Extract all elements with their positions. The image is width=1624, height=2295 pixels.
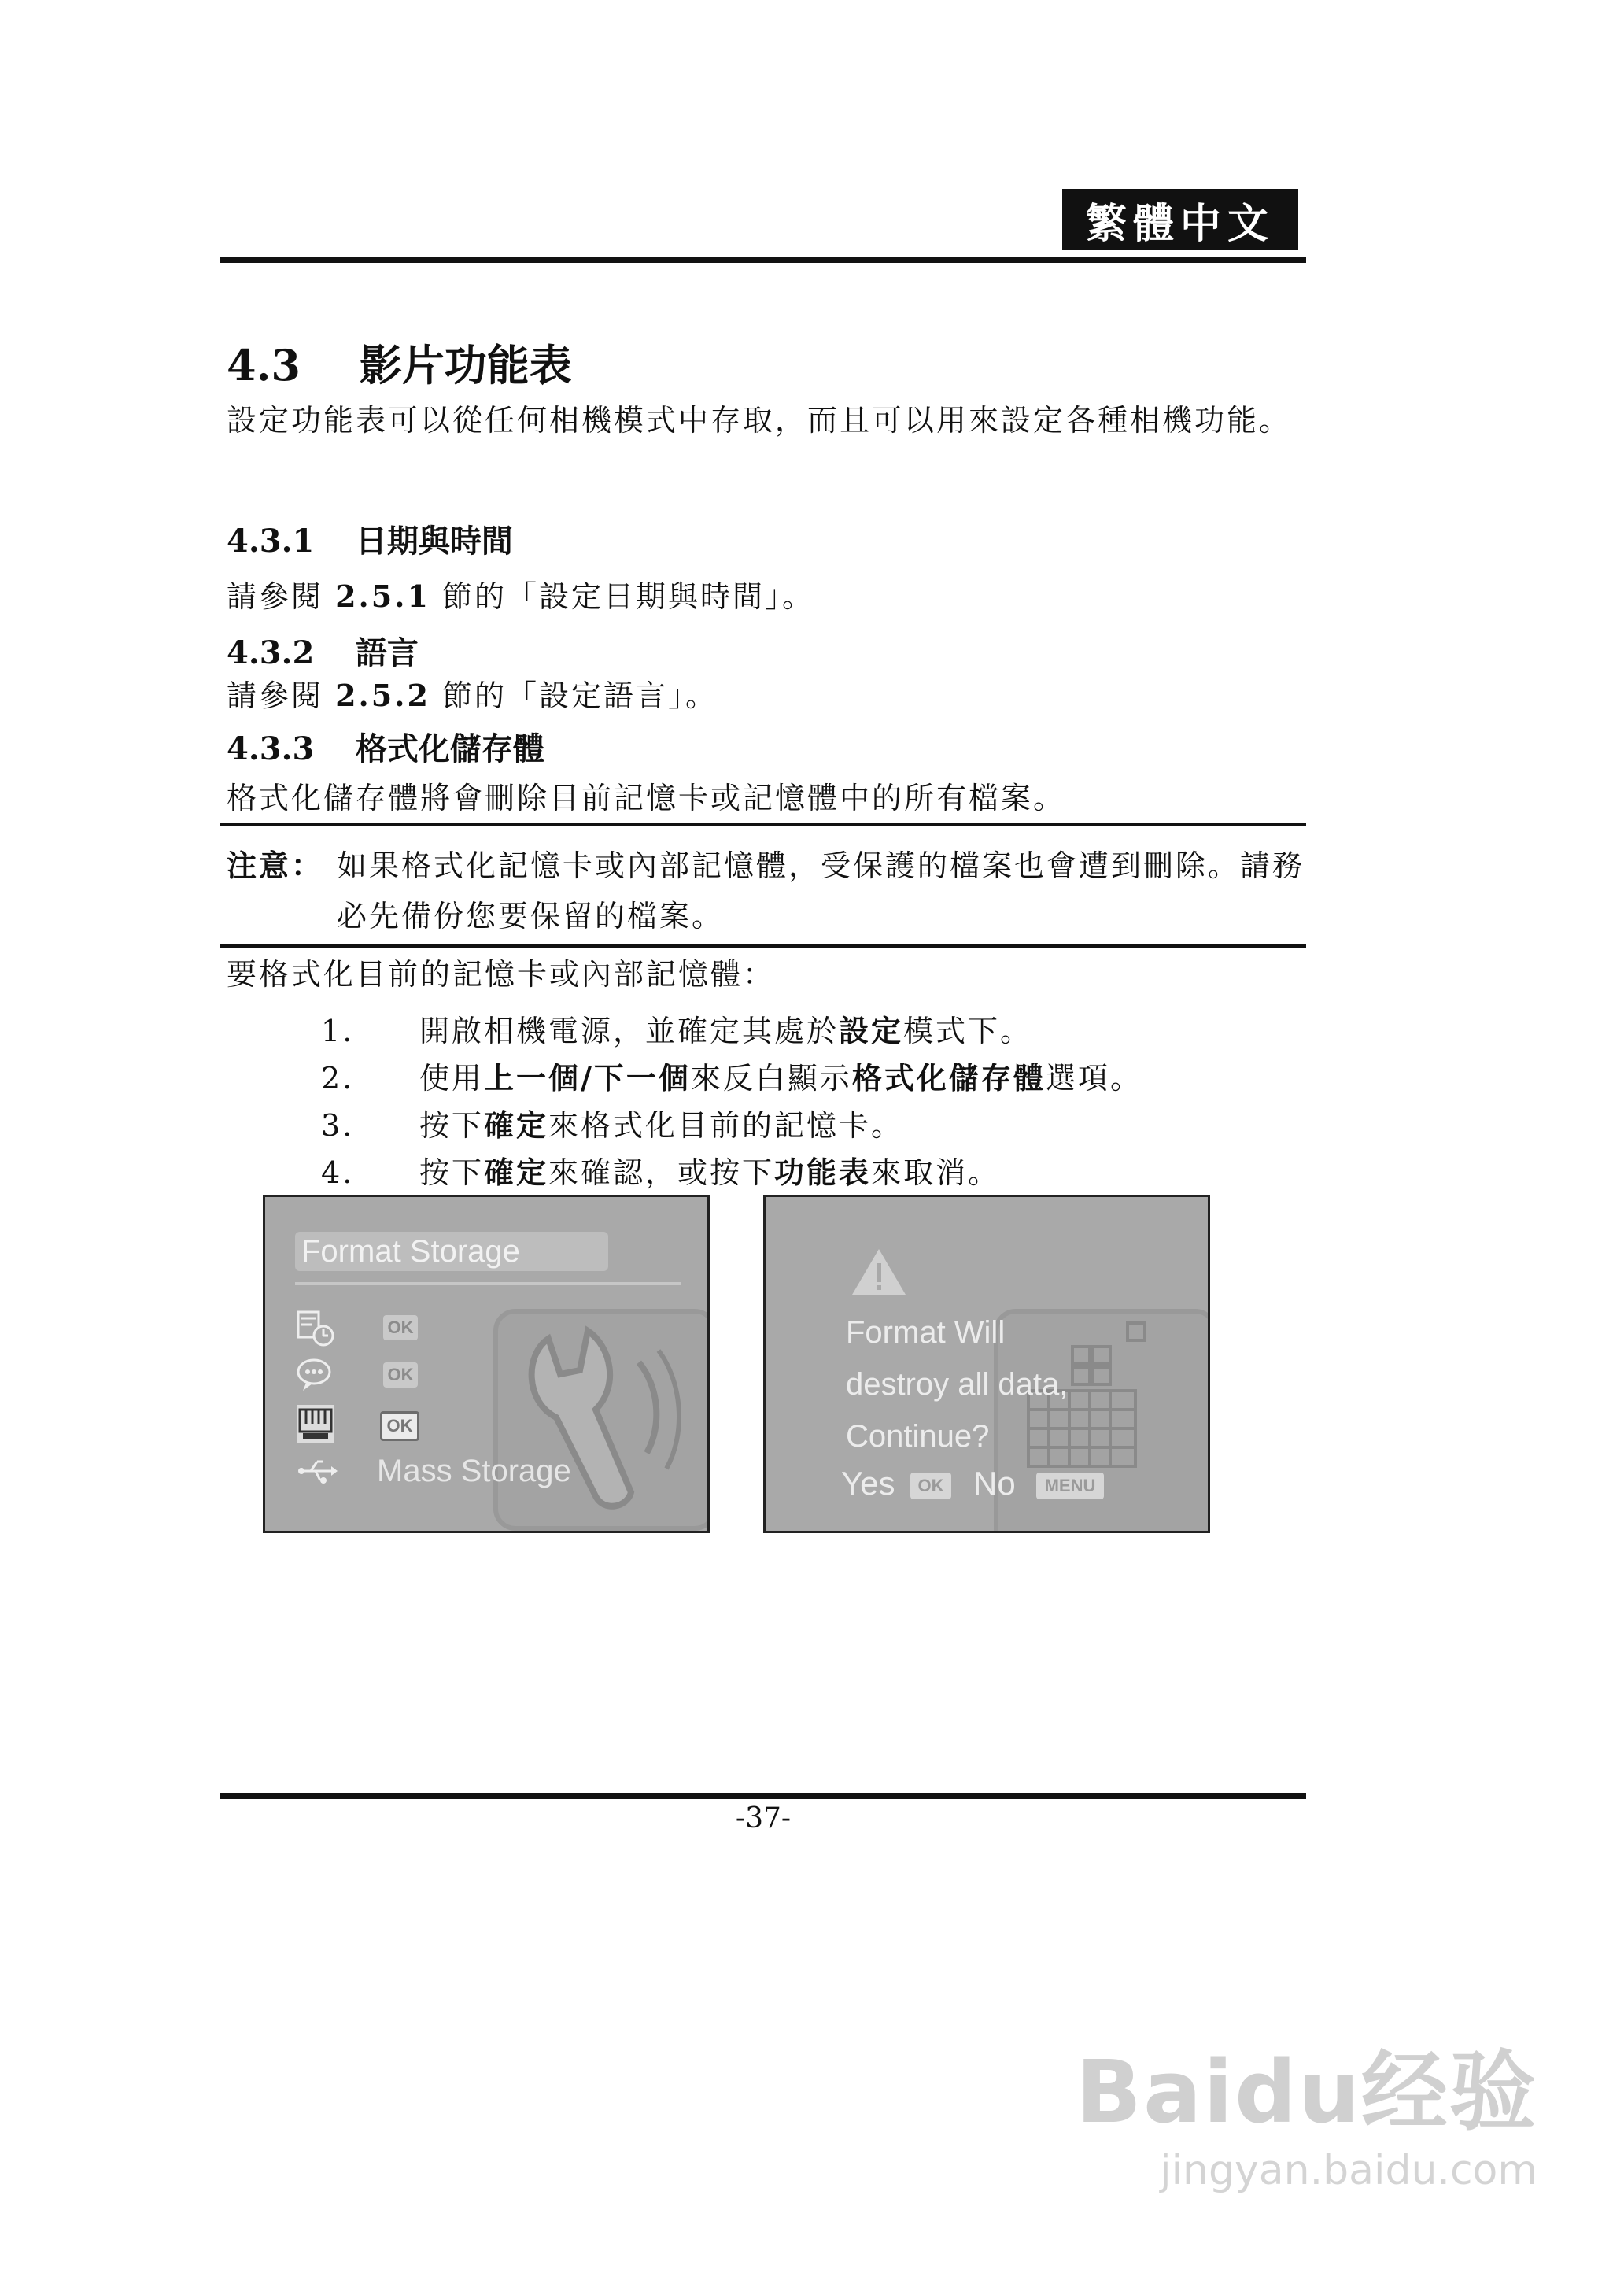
ok-badge-selected: OK xyxy=(380,1411,419,1441)
step-text: 來反白顯示 xyxy=(690,1061,852,1096)
language-icon xyxy=(295,1354,336,1395)
note-box xyxy=(227,841,1312,941)
step-keyword: 上一個/下一個 xyxy=(484,1060,691,1096)
step-keyword: 設定 xyxy=(839,1013,904,1048)
watermark-url: jingyan.baidu.com xyxy=(1160,2147,1537,2194)
ok-button-badge[interactable]: OK xyxy=(910,1473,951,1499)
format-storage-icon xyxy=(295,1403,336,1444)
date-time-icon xyxy=(295,1307,336,1348)
note-text: 如果格式化記憶卡或內部記憶體，受保護的檔案也會遭到刪除。請務必先備份您要保留的檔案。 xyxy=(337,848,1305,933)
language-tab: 繁體中文 xyxy=(1062,189,1298,250)
warning-line-2: destroy all data, xyxy=(846,1367,1069,1402)
step-item xyxy=(321,1055,1142,1102)
subsection-heading-format xyxy=(227,724,544,769)
step-item xyxy=(321,1007,1032,1055)
note-rule-top xyxy=(220,823,1306,826)
subsection-number: 4.3.1 xyxy=(227,523,315,560)
step-keyword: 確定 xyxy=(484,1107,549,1143)
steps-intro: 要格式化目前的記憶卡或內部記憶體： xyxy=(227,957,776,992)
step-number: 1. xyxy=(321,1014,355,1048)
subsection-title: 語言 xyxy=(355,634,419,671)
note-label: 注意： xyxy=(227,848,324,883)
step-text: 開啟相機電源，並確定其處於 xyxy=(419,1014,840,1048)
step-number: 2. xyxy=(321,1061,355,1096)
section-number: 4.3 xyxy=(227,340,301,390)
mass-storage-label: Mass Storage xyxy=(377,1454,571,1488)
yes-option[interactable]: Yes xyxy=(841,1465,895,1502)
note-rule-bottom xyxy=(220,944,1306,948)
screen-title: Format Storage xyxy=(295,1232,608,1271)
subsection-number: 4.3.3 xyxy=(227,730,315,767)
step-number: 3. xyxy=(321,1108,355,1143)
footer-rule xyxy=(220,1793,1306,1799)
step-text: 選項。 xyxy=(1045,1061,1142,1096)
subsection-heading-date-time xyxy=(227,516,513,561)
subsection-title: 日期與時間 xyxy=(355,523,513,560)
step-number: 4. xyxy=(321,1155,355,1190)
header-rule xyxy=(220,257,1306,263)
camera-screen-format-menu xyxy=(263,1195,710,1533)
title-separator xyxy=(295,1282,681,1285)
warning-line-3: Continue? xyxy=(846,1419,990,1454)
step-text: 按下 xyxy=(419,1108,485,1143)
wrench-icon xyxy=(501,1315,698,1520)
watermark-brand: Baidu经验 xyxy=(1076,2042,1537,2142)
step-text: 來確認，或按下 xyxy=(548,1155,775,1190)
subsection-title: 格式化儲存體 xyxy=(355,730,544,767)
step-keyword: 確定 xyxy=(484,1155,549,1190)
subsection-text-date-time xyxy=(227,571,1312,622)
step-text: 來取消。 xyxy=(871,1155,1001,1190)
warning-icon xyxy=(849,1246,909,1298)
warning-line-1: Format Will xyxy=(846,1315,1006,1350)
ok-badge: OK xyxy=(383,1362,418,1388)
watermark xyxy=(1076,2023,1537,2194)
no-option[interactable]: No xyxy=(973,1465,1016,1502)
intro-paragraph: 設定功能表可以從任何相機模式中存取，而且可以用來設定各種相機功能。 xyxy=(227,403,1292,438)
menu-button-badge[interactable]: MENU xyxy=(1036,1473,1104,1499)
step-keyword: 格式化儲存體 xyxy=(851,1060,1046,1096)
subsection-number: 4.3.2 xyxy=(227,634,315,671)
text-pre: 請參閱 xyxy=(227,579,324,614)
step-item xyxy=(321,1102,903,1149)
step-text: 模式下。 xyxy=(903,1014,1033,1048)
camera-screen-format-confirm xyxy=(763,1195,1210,1533)
text-pre: 請參閱 xyxy=(227,678,324,713)
subsection-heading-language xyxy=(227,628,419,673)
subsection-text-language xyxy=(227,671,1312,721)
ok-badge: OK xyxy=(383,1315,418,1340)
usb-icon xyxy=(297,1451,338,1491)
subsection-text-format: 格式化儲存體將會刪除目前記憶卡或記憶體中的所有檔案。 xyxy=(227,781,1066,815)
step-text: 按下 xyxy=(419,1155,485,1190)
step-text: 使用 xyxy=(419,1061,485,1096)
step-item xyxy=(321,1149,1000,1196)
section-ref: 2.5.2 xyxy=(335,678,430,713)
section-heading xyxy=(227,332,572,393)
step-text: 來格式化目前的記憶卡。 xyxy=(548,1108,904,1143)
text-post: 節的「設定日期與時間」。 xyxy=(441,579,814,614)
step-keyword: 功能表 xyxy=(774,1155,872,1190)
text-post: 節的「設定語言」。 xyxy=(441,678,718,713)
page-number: -37- xyxy=(735,1802,792,1835)
section-title: 影片功能表 xyxy=(359,340,572,390)
section-ref: 2.5.1 xyxy=(335,578,430,614)
